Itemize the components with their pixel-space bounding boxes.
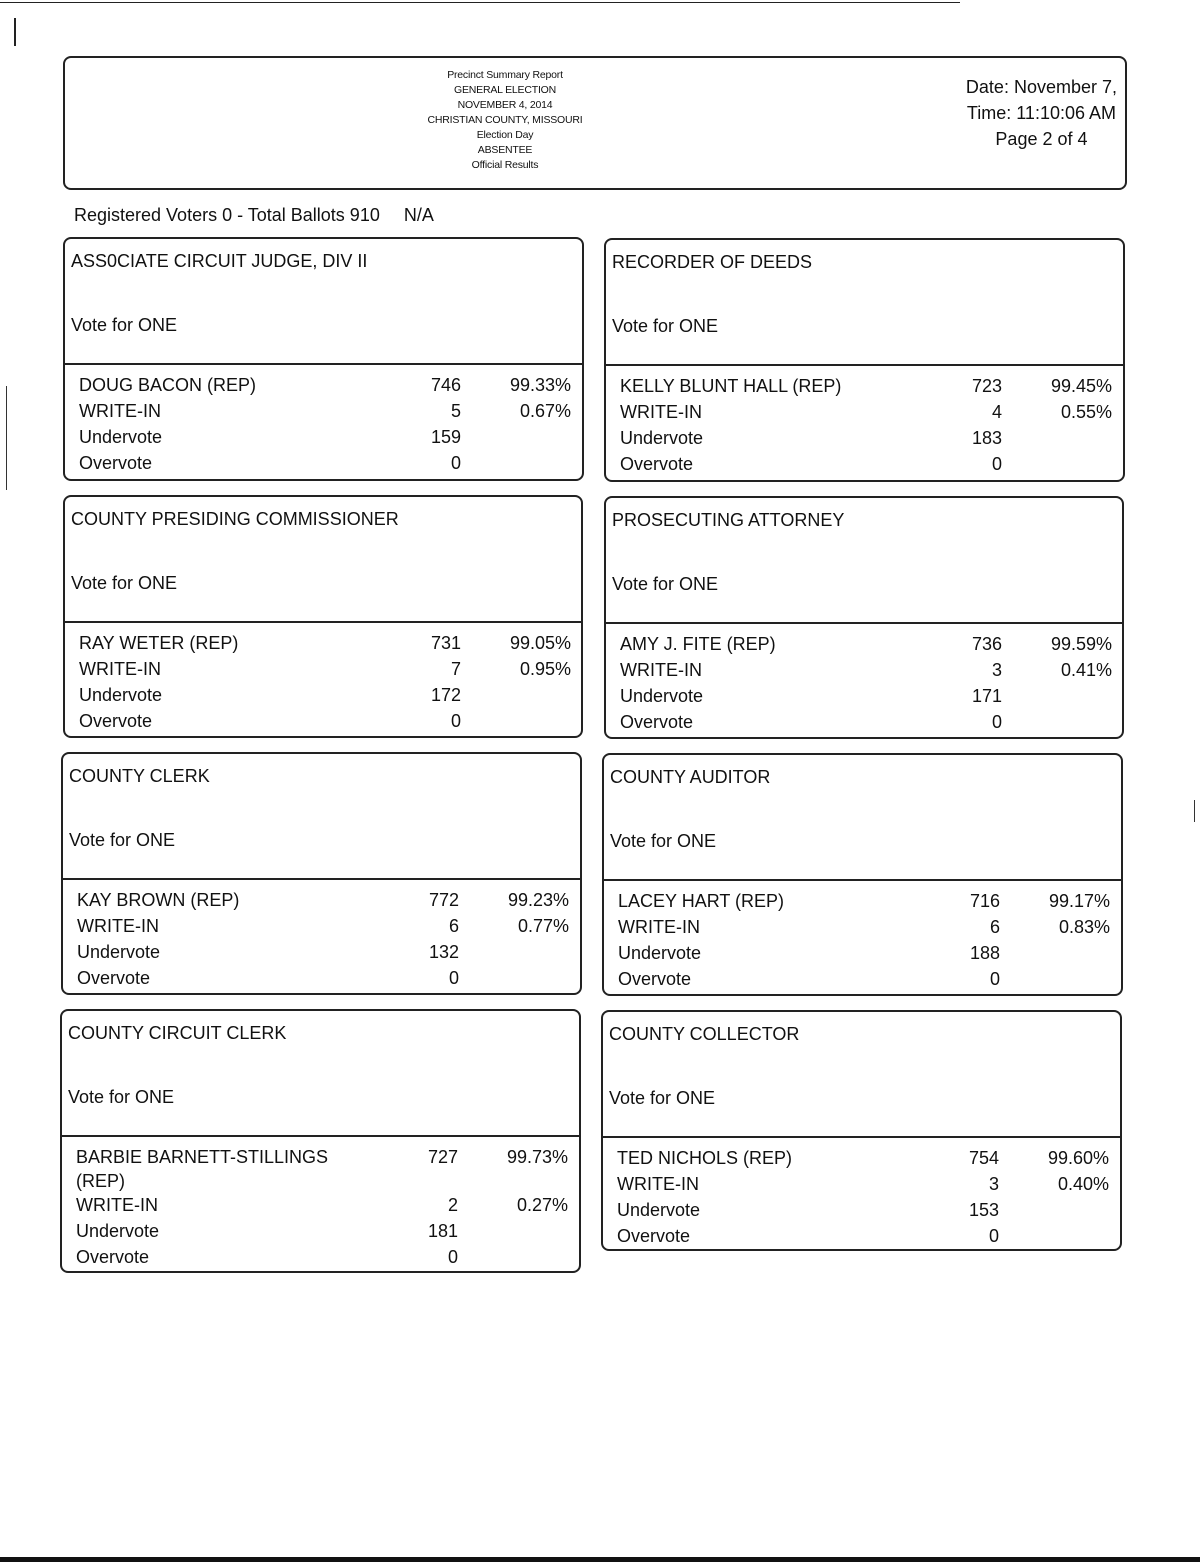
report-header xyxy=(63,56,1127,190)
candidate-name: TED NICHOLS (REP) xyxy=(617,1148,793,1168)
race-results xyxy=(63,880,580,1000)
race-vote-for: Vote for ONE xyxy=(609,1088,716,1108)
candidate-name: Overvote xyxy=(77,968,151,988)
race-results xyxy=(606,366,1123,486)
report-heading-line: ABSENTEE xyxy=(477,144,533,156)
report-heading xyxy=(65,68,945,173)
vote-count: 2 xyxy=(447,1195,458,1215)
candidate-name: Undervote xyxy=(76,1221,160,1241)
result-row xyxy=(65,425,582,451)
vote-percent: 0.95% xyxy=(519,659,571,679)
vote-count: 0 xyxy=(450,711,461,731)
candidate-name: WRITE-IN xyxy=(620,660,702,680)
result-row xyxy=(606,684,1122,710)
result-row xyxy=(604,889,1121,915)
vote-percent: 99.05% xyxy=(509,633,571,653)
result-row xyxy=(603,1146,1120,1172)
vote-count: 0 xyxy=(448,968,459,988)
report-time: Time: 11:10:06 AM xyxy=(966,103,1116,123)
result-row xyxy=(603,1224,1120,1250)
candidate-name: Undervote xyxy=(79,685,163,705)
candidate-name: Undervote xyxy=(620,428,704,448)
race-title: COUNTY PRESIDING COMMISSIONER xyxy=(71,509,399,529)
vote-count: 772 xyxy=(428,890,459,910)
scan-top-line xyxy=(0,2,960,3)
vote-percent: 99.33% xyxy=(509,375,571,395)
result-row xyxy=(63,914,580,940)
result-row xyxy=(62,1193,579,1219)
vote-count: 3 xyxy=(991,660,1002,680)
vote-count: 7 xyxy=(450,659,461,679)
candidate-name: Overvote xyxy=(79,453,153,473)
vote-percent: 0.55% xyxy=(1060,402,1112,422)
vote-count: 5 xyxy=(450,401,461,421)
race-vote-for: Vote for ONE xyxy=(69,830,176,850)
race-header xyxy=(606,498,1122,624)
result-row xyxy=(65,683,581,709)
race-box xyxy=(604,496,1124,739)
result-row xyxy=(606,658,1122,684)
vote-percent: 99.45% xyxy=(1050,376,1112,396)
vote-count: 3 xyxy=(988,1174,999,1194)
race-title: COUNTY AUDITOR xyxy=(610,767,771,787)
vote-count: 716 xyxy=(969,891,1000,911)
candidate-name: Overvote xyxy=(618,969,692,989)
vote-count: 188 xyxy=(969,943,1000,963)
race-box xyxy=(63,495,583,738)
vote-count: 171 xyxy=(971,686,1002,706)
race-header xyxy=(606,240,1123,366)
vote-percent: 0.83% xyxy=(1058,917,1110,937)
race-vote-for: Vote for ONE xyxy=(612,316,719,336)
result-row xyxy=(63,888,580,914)
report-heading-line: NOVEMBER 4, 2014 xyxy=(457,99,553,111)
vote-count: 153 xyxy=(968,1200,999,1220)
race-box xyxy=(63,237,584,481)
race-title: COUNTY CLERK xyxy=(69,766,210,786)
vote-percent: 99.17% xyxy=(1048,891,1110,911)
race-box xyxy=(601,1010,1122,1251)
vote-percent: 99.59% xyxy=(1050,634,1112,654)
race-vote-for: Vote for ONE xyxy=(610,831,717,851)
report-heading-line: Precinct Summary Report xyxy=(447,69,563,81)
race-results xyxy=(62,1137,579,1279)
candidate-name: RAY WETER (REP) xyxy=(79,633,239,653)
vote-percent: 99.23% xyxy=(507,890,569,910)
race-results xyxy=(603,1138,1120,1258)
vote-percent: 0.77% xyxy=(517,916,569,936)
candidate-name: KELLY BLUNT HALL (REP) xyxy=(620,376,842,396)
race-results xyxy=(604,881,1121,1001)
candidate-name: Undervote xyxy=(77,942,161,962)
vote-count: 727 xyxy=(427,1147,458,1167)
result-row xyxy=(606,400,1123,426)
result-row xyxy=(65,631,581,657)
race-title: COUNTY CIRCUIT CLERK xyxy=(68,1023,287,1043)
candidate-name: KAY BROWN (REP) xyxy=(77,890,240,910)
report-heading-line: GENERAL ELECTION xyxy=(453,84,557,96)
vote-count: 6 xyxy=(448,916,459,936)
result-row xyxy=(606,710,1122,736)
race-vote-for: Vote for ONE xyxy=(68,1087,175,1107)
result-row xyxy=(62,1145,579,1193)
result-row xyxy=(606,426,1123,452)
vote-percent: 0.41% xyxy=(1060,660,1112,680)
result-row xyxy=(63,966,580,992)
report-heading-line: CHRISTIAN COUNTY, MISSOURI xyxy=(427,114,583,126)
candidate-name: AMY J. FITE (REP) xyxy=(620,634,776,654)
race-vote-for: Vote for ONE xyxy=(71,573,178,593)
registered-voters-text: Registered Voters 0 - Total Ballots 910 xyxy=(74,205,380,225)
candidate-name: DOUG BACON (REP) xyxy=(79,375,257,395)
vote-count: 0 xyxy=(447,1247,458,1267)
vote-count: 183 xyxy=(971,428,1002,448)
candidate-name: LACEY HART (REP) xyxy=(618,891,785,911)
race-results xyxy=(606,624,1122,744)
report-heading-line: Official Results xyxy=(471,159,539,171)
candidate-name: WRITE-IN xyxy=(617,1174,699,1194)
candidate-name: WRITE-IN xyxy=(79,659,161,679)
vote-count: 731 xyxy=(430,633,461,653)
candidate-name: Overvote xyxy=(76,1247,150,1267)
result-row xyxy=(603,1198,1120,1224)
result-row xyxy=(604,967,1121,993)
race-title: PROSECUTING ATTORNEY xyxy=(612,510,845,530)
result-row xyxy=(606,632,1122,658)
vote-count: 723 xyxy=(971,376,1002,396)
race-results xyxy=(65,365,582,485)
race-box xyxy=(604,238,1125,482)
vote-percent: 99.60% xyxy=(1047,1148,1109,1168)
vote-count: 6 xyxy=(989,917,1000,937)
result-row xyxy=(606,374,1123,400)
candidate-name: Undervote xyxy=(618,943,702,963)
registered-voters-line xyxy=(74,205,434,226)
candidate-name: WRITE-IN xyxy=(79,401,161,421)
candidate-name: WRITE-IN xyxy=(618,917,700,937)
vote-percent: 0.40% xyxy=(1057,1174,1109,1194)
vote-percent: 0.67% xyxy=(519,401,571,421)
candidate-name: WRITE-IN xyxy=(620,402,702,422)
vote-count: 4 xyxy=(991,402,1002,422)
result-row xyxy=(606,452,1123,478)
vote-count: 0 xyxy=(450,453,461,473)
vote-count: 172 xyxy=(430,685,461,705)
candidate-name: WRITE-IN xyxy=(76,1195,158,1215)
race-vote-for: Vote for ONE xyxy=(71,315,178,335)
candidate-name: Overvote xyxy=(79,711,153,731)
vote-count: 0 xyxy=(991,454,1002,474)
result-row xyxy=(65,373,582,399)
report-heading-line: Election Day xyxy=(476,129,534,141)
race-header xyxy=(604,755,1121,881)
vote-count: 0 xyxy=(988,1226,999,1246)
scan-mark xyxy=(14,18,16,46)
result-row xyxy=(65,657,581,683)
result-row xyxy=(65,451,582,477)
vote-count: 181 xyxy=(427,1221,458,1241)
vote-count: 0 xyxy=(989,969,1000,989)
race-header xyxy=(603,1012,1120,1138)
page-number: Page 2 of 4 xyxy=(995,129,1088,149)
registered-na: N/A xyxy=(403,205,434,225)
result-row xyxy=(603,1172,1120,1198)
race-box xyxy=(61,752,582,995)
race-header xyxy=(62,1011,579,1137)
candidate-name: Undervote xyxy=(79,427,163,447)
vote-percent: 99.73% xyxy=(506,1147,568,1167)
vote-count: 132 xyxy=(428,942,459,962)
candidate-name: Overvote xyxy=(620,712,694,732)
race-results xyxy=(65,623,581,743)
race-header xyxy=(65,239,582,365)
race-header xyxy=(63,754,580,880)
report-meta xyxy=(966,74,1117,152)
race-header xyxy=(65,497,581,623)
candidate-name: WRITE-IN xyxy=(77,916,159,936)
candidate-name: Overvote xyxy=(620,454,694,474)
vote-count: 159 xyxy=(430,427,461,447)
result-row xyxy=(65,709,581,735)
vote-count: 754 xyxy=(968,1148,999,1168)
race-title: RECORDER OF DEEDS xyxy=(612,252,813,272)
vote-percent: 0.27% xyxy=(516,1195,568,1215)
candidate-name: Overvote xyxy=(617,1226,691,1246)
result-row xyxy=(62,1219,579,1245)
race-box xyxy=(60,1009,581,1273)
race-title: COUNTY COLLECTOR xyxy=(609,1024,800,1044)
race-title: ASS0CIATE CIRCUIT JUDGE, DIV II xyxy=(71,251,368,271)
scan-margin-mark xyxy=(1194,800,1195,822)
candidate-name: Undervote xyxy=(620,686,704,706)
result-row xyxy=(62,1245,579,1271)
candidate-name: BARBIE BARNETT-STILLINGS (REP) xyxy=(76,1147,329,1191)
result-row xyxy=(604,941,1121,967)
candidate-name: Undervote xyxy=(617,1200,701,1220)
result-row xyxy=(63,940,580,966)
result-row xyxy=(65,399,582,425)
vote-count: 746 xyxy=(430,375,461,395)
race-vote-for: Vote for ONE xyxy=(612,574,719,594)
scan-margin-mark xyxy=(6,386,7,490)
race-box xyxy=(602,753,1123,996)
vote-count: 736 xyxy=(971,634,1002,654)
report-date: Date: November 7, xyxy=(965,77,1117,97)
result-row xyxy=(604,915,1121,941)
vote-count: 0 xyxy=(991,712,1002,732)
scan-bottom-edge xyxy=(0,1557,1200,1562)
